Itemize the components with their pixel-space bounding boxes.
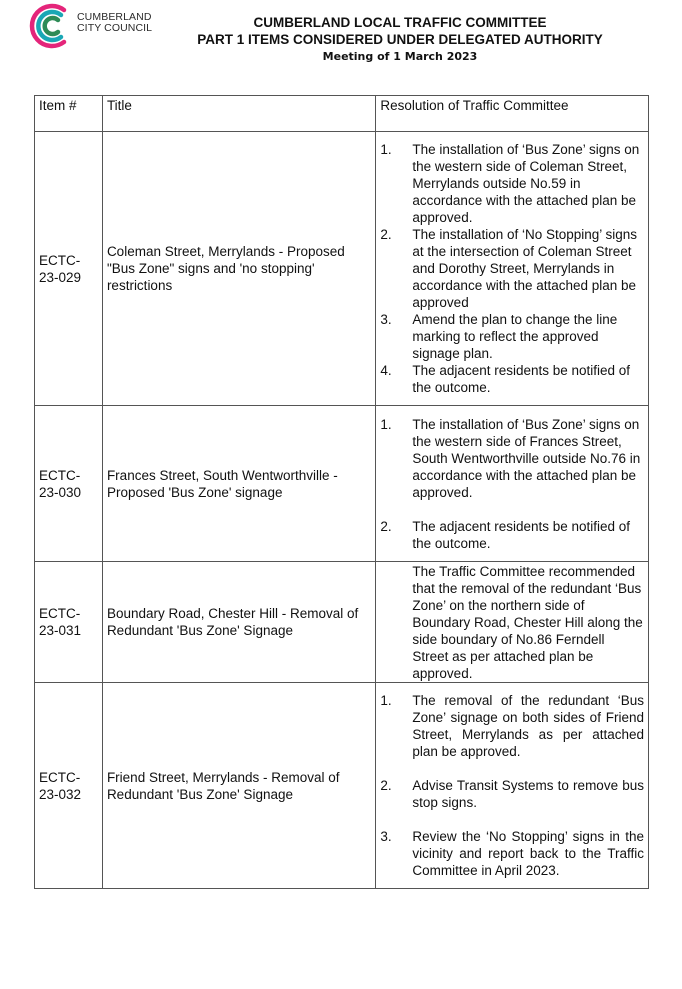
- resolution-item: 1. The installation of ‘Bus Zone’ signs on the western side of Frances Street, South Wentworthville outside No.76 in accordance with the attached plan be approved.: [380, 416, 641, 500]
- table-header-row: [35, 96, 649, 132]
- resolution-item: 2. The installation of ‘No Stopping’ signs at the intersection of Coleman Street and Dorothy Street, Merrylands in accordance with the attached plan be approved: [380, 227, 638, 310]
- council-logo-icon: [24, 0, 76, 52]
- column-header-resolution: Resolution of Traffic Committee: [376, 96, 649, 132]
- column-header-title: Title: [102, 96, 375, 132]
- council-logo-text: [77, 12, 152, 34]
- table-row: [35, 562, 649, 683]
- table-row: [35, 132, 649, 406]
- resolution-cell: [376, 132, 649, 406]
- column-header-item: Item #: [35, 96, 103, 132]
- meeting-date: Meeting of 1 March 2023: [322, 50, 478, 63]
- resolution-item: 2. Advise Transit Systems to remove bus stop signs.: [380, 778, 644, 810]
- item-title: Coleman Street, Merrylands - Proposed "Bus Zone" signs and 'no stopping' restrictions: [102, 132, 375, 406]
- document-header: [150, 14, 650, 65]
- resolution-cell: [376, 562, 649, 683]
- committee-title: CUMBERLAND LOCAL TRAFFIC COMMITTEE: [253, 15, 547, 30]
- logo-line-2: CITY COUNCIL: [77, 22, 153, 34]
- item-number: ECTC-23-030: [35, 406, 103, 562]
- resolution-list: [380, 141, 644, 396]
- resolution-item: 3. Amend the plan to change the line marking to reflect the approved signage plan.: [380, 312, 618, 361]
- item-title: Boundary Road, Chester Hill - Removal of Redundant 'Bus Zone' Signage: [102, 562, 375, 683]
- table-row: [35, 406, 649, 562]
- item-title: Frances Street, South Wentworthville - Proposed 'Bus Zone' signage: [102, 406, 375, 562]
- items-table: [34, 95, 649, 889]
- item-number: ECTC-23-029: [35, 132, 103, 406]
- item-number: ECTC-23-031: [35, 562, 103, 683]
- resolution-cell: [376, 406, 649, 562]
- council-logo: [24, 0, 164, 52]
- item-title: Friend Street, Merrylands - Removal of Redundant 'Bus Zone' Signage: [102, 683, 375, 889]
- resolution-text: The Traffic Committee recommended that the removal of the redundant ‘Bus Zone’ on the northern side of Boundary Road, Chester Hill along the side boundary of No.86 Ferndell Street as per attached plan be approved.: [412, 563, 643, 681]
- section-title: PART 1 ITEMS CONSIDERED UNDER DELEGATED AUTHORITY: [197, 32, 603, 47]
- item-number: ECTC-23-032: [35, 683, 103, 889]
- resolution-cell: [376, 683, 649, 889]
- resolution-item: 1. The installation of ‘Bus Zone’ signs on the western side of Coleman Street, Merrylands outside No.59 in accordance with the attached plan be approved.: [380, 142, 640, 225]
- logo-line-1: CUMBERLAND: [77, 11, 152, 23]
- resolution-item: 2. The adjacent residents be notified of the outcome.: [380, 518, 631, 551]
- resolution-item: 3. Review the ‘No Stopping’ signs in the vicinity and report back to the Traffic Committee in April 2023.: [380, 829, 644, 878]
- resolution-item: 4. The adjacent residents be notified of the outcome.: [380, 363, 631, 395]
- resolution-item: 1. The removal of the redundant ‘Bus Zone’ signage on both sides of Friend Street, Merrylands as per attached plan be approved.: [380, 693, 644, 759]
- resolution-list: [380, 692, 644, 879]
- resolution-list: [380, 416, 644, 552]
- table-row: [35, 683, 649, 889]
